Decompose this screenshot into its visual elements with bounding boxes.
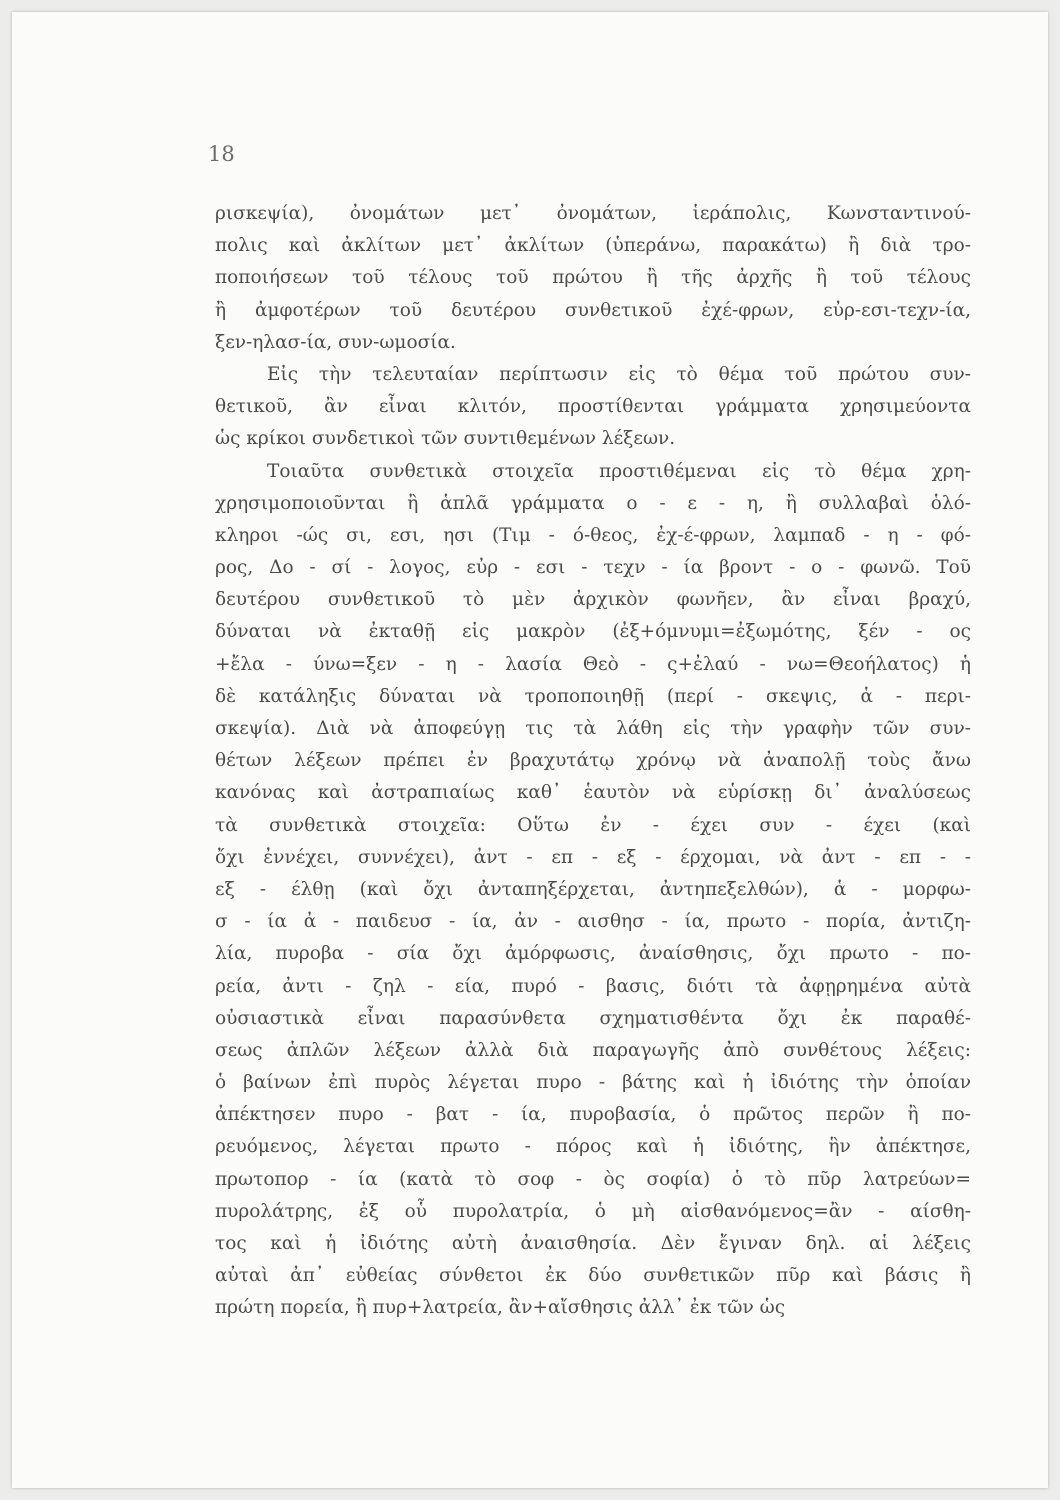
text-line: πυρολάτρης, ἐξ οὗ πυρολατρία, ὁ μὴ αἰσθανόμενος=ἂν - αίσθη- (215, 1200, 971, 1222)
text-line: εξ - έλθῃ (καὶ ὄχι ἀνταπηξέρχεται, ἀντηπεξελθών), ἁ - μορφω- (215, 878, 971, 900)
text-line: θετικοῦ, ἂν εἶναι κλιτόν, προστίθενται γράμματα χρησιμεύοντα (215, 396, 971, 418)
text-line: ρευόμενος, λέγεται πρωτο - πόρος καὶ ἡ ἰδιότης, ἣν ἀπέκτησε, (215, 1136, 971, 1158)
text-line: κανόνας καὶ ἀστραπιαίως καθ᾽ ἑαυτὸν νὰ εὑρίσκῃ δι᾽ ἀναλύσεως (215, 782, 971, 804)
text-line: ξεν-ηλασ-ία, συν-ωμοσία. (215, 331, 456, 353)
text-line: σκεψία). Διὰ νὰ ἀποφεύγῃ τις τὰ λάθη εἰς τὴν γραφὴν τῶν συν- (215, 718, 971, 739)
text-line: πρώτη πορεία, ἢ πυρ+λατρεία, ἂν+αἴσθησις ἀλλ᾽ ἐκ τῶν ὡς (215, 1297, 786, 1319)
text-line: θέτων λέξεων πρέπει ἐν βραχυτάτῳ χρόνῳ νὰ ἀναπολῇ τοὺς ἄνω (215, 750, 971, 772)
text-line: λία, πυροβα - σία ὄχι ἀμόρφωσις, ἀναίσθησις, ὄχι πρωτο - πο- (215, 943, 971, 965)
page-number: 18 (208, 142, 235, 166)
text-line: +ἔλα - ύνω=ξεν - η - λασία Θεὸ - ς+ἐλαύ - νω=Θεοήλατος) ἡ (215, 653, 971, 675)
text-line: δευτέρου συνθετικοῦ τὸ μὲν ἀρχικὸν φωνῆεν, ἂν εἶναι βραχύ, (215, 589, 971, 611)
body-text (215, 198, 971, 1325)
text-line: κληροι -ώς σι, εσι, ησι (Τιμ - ό-θεος, ἐχ-έ-φρων, λαμπαδ - η - φό- (215, 524, 971, 546)
text-line: ὄχι ἐννέχει, συννέχει), ἀντ - επ - εξ - έρχομαι, νὰ ἀντ - επ - - (215, 846, 971, 868)
text-line: ποποιήσεων τοῦ τέλους τοῦ πρώτου ἢ τῆς ἀρχῆς ἢ τοῦ τέλους (215, 267, 971, 289)
text-line: ὡς κρίκοι συνδετικοὶ τῶν συντιθεμένων λέξεων. (215, 428, 676, 450)
text-line: ἢ ἀμφοτέρων τοῦ δευτέρου συνθετικοῦ ἐχέ-φρων, εὐρ-εσι-τεχν-ία, (215, 299, 971, 321)
text-line: τος καὶ ἡ ἰδιότης αὐτὴ ἀναισθησία. Δὲν ἔγιναν δηλ. αἱ λέξεις (215, 1233, 971, 1254)
text-line: Εἰς τὴν τελευταίαν περίπτωσιν εἰς τὸ θέμα τοῦ πρώτου συν- (267, 363, 971, 385)
book-page (12, 12, 1048, 1488)
text-line: δὲ κατάληξις δύναται νὰ τροποποιηθῇ (περί - σκεψις, ἁ - περι- (215, 685, 971, 707)
text-line: χρησιμοποιοῦνται ἢ ἁπλᾶ γράμματα ο - ε - η, ἢ συλλαβαὶ ὁλό- (215, 492, 971, 514)
text-line: ἀπέκτησεν πυρο - βατ - ία, πυροβασία, ὁ πρῶτος περῶν ἢ πο- (215, 1104, 971, 1126)
text-line: ρεία, ἀντι - ζηλ - εία, πυρό - βασις, διότι τὰ ἀφῃρημένα αὐτὰ (215, 975, 971, 997)
text-line: ὁ βαίνων ἐπὶ πυρὸς λέγεται πυρο - βάτης καὶ ἡ ἰδιότης τὴν ὁποίαν (215, 1072, 971, 1094)
text-line: οὐσιαστικὰ εἶναι παρασύνθετα σχηματισθέντα ὄχι ἐκ παραθέ- (215, 1007, 971, 1029)
text-line: ρισκεψία), ὀνομάτων μετ᾽ ὀνομάτων, ἱεράπολις, Κωνσταντινού- (215, 203, 971, 224)
text-line: σεως ἁπλῶν λέξεων ἀλλὰ διὰ παραγωγῆς ἀπὸ συνθέτους λέξεις: (215, 1039, 971, 1061)
text-line: ρος, Δο - σί - λογος, εὐρ - εσι - τεχν - ία βροντ - ο - φωνῶ. Τοῦ (215, 557, 971, 579)
text-line: πολις καὶ ἀκλίτων μετ᾽ ἀκλίτων (ὑπεράνω, παρακάτω) ἢ διὰ τρο- (215, 235, 971, 257)
text-line: Τοιαῦτα συνθετικὰ στοιχεῖα προστιθέμεναι εἰς τὸ θέμα χρη- (267, 460, 971, 482)
text-line: τὰ συνθετικὰ στοιχεῖα: Οὕτω ἐν - έχει συν - έχει (καὶ (215, 814, 971, 836)
text-line: πρωτοπορ - ία (κατὰ τὸ σοφ - ὸς σοφία) ὁ τὸ πῦρ λατρεύων= (215, 1168, 971, 1190)
text-line: αὐταὶ ἀπ᾽ εὐθείας σύνθετοι ἐκ δύο συνθετικῶν πῦρ καὶ βάσις ἢ (215, 1265, 971, 1287)
text-line: σ - ία ἀ - παιδευσ - ία, ἀν - αισθησ - ία, πρωτο - πορία, ἀντιζη- (215, 911, 971, 933)
text-line: δύναται νὰ ἐκταθῇ εἰς μακρὸν (ἐξ+όμνυμι=ἐξωμότης, ξέν - ος (215, 621, 971, 643)
